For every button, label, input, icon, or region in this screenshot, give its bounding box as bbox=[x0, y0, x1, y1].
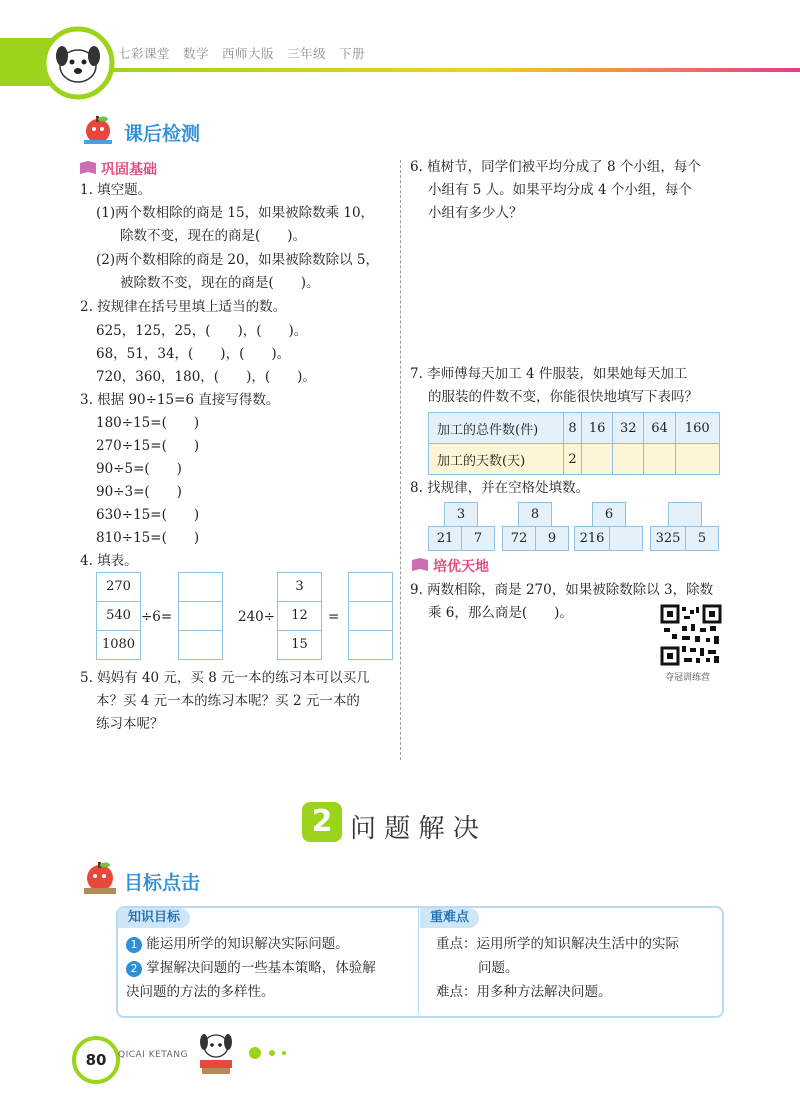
section-title-goals: 目标点击 bbox=[124, 872, 201, 894]
key-point-1: 重点：运用所学的知识解决生活中的实际 bbox=[436, 936, 679, 952]
mascot-logo bbox=[40, 26, 118, 100]
section-title-after-class: 课后检测 bbox=[124, 123, 201, 145]
q5-line2: 本？买 4 元一本的练习本呢？买 2 元一本的 bbox=[96, 693, 360, 709]
q2-row1: 625，125，25，( )，( )。 bbox=[96, 323, 308, 339]
answer-cell[interactable] bbox=[675, 444, 719, 475]
q3-item: 270÷15=( ) bbox=[96, 438, 200, 454]
q8-stem: 8. 找规律，并在空格处填数。 bbox=[410, 480, 590, 496]
pyramid-top-blank[interactable] bbox=[668, 502, 702, 527]
footer-brand: QICAI KETANG bbox=[118, 1050, 188, 1060]
q6-line2: 小组有 5 人。如果平均分成 4 个小组，每个 bbox=[428, 182, 692, 198]
qr-code-icon[interactable] bbox=[660, 604, 722, 666]
q1-a-line1: (1)两个数相除的商是 15，如果被除数乘 10， bbox=[96, 205, 375, 221]
table-cell: 64 bbox=[644, 413, 675, 444]
book-icon bbox=[410, 557, 430, 573]
pyramid-top: 8 bbox=[518, 502, 552, 527]
q4-cell: 12 bbox=[277, 602, 322, 631]
label-advanced: 培优天地 bbox=[433, 559, 489, 575]
book-icon bbox=[78, 160, 98, 176]
q7-table bbox=[428, 412, 720, 475]
tag-key-points: 重难点 bbox=[420, 908, 479, 928]
table-row bbox=[429, 444, 720, 475]
pyramid-top: 3 bbox=[444, 502, 478, 527]
q4-answer-cell[interactable] bbox=[178, 631, 223, 660]
q4-answer-cell[interactable] bbox=[348, 631, 393, 660]
q1-b-line2: 被除数不变，现在的商是( )。 bbox=[120, 275, 320, 291]
q2-row3: 720，360，180，( )，( )。 bbox=[96, 369, 316, 385]
key-point-1-cont: 问题。 bbox=[478, 960, 519, 976]
page-number: 80 bbox=[72, 1036, 120, 1084]
tag-knowledge-goals: 知识目标 bbox=[118, 908, 190, 928]
pyramid-left: 72 bbox=[502, 526, 536, 551]
q1-b-line1: (2)两个数相除的商是 20，如果被除数除以 5， bbox=[96, 252, 379, 268]
table-header-cell: 加工的天数(天) bbox=[429, 444, 564, 475]
table-cell: 32 bbox=[613, 413, 644, 444]
goal-text-cont: 决问题的方法的多样性。 bbox=[126, 984, 275, 1000]
pyramid-right-blank[interactable] bbox=[609, 526, 643, 551]
q1-stem: 1. 填空题。 bbox=[80, 182, 152, 198]
q4-cell: 270 bbox=[96, 572, 141, 602]
pyramid-top: 6 bbox=[592, 502, 626, 527]
q4-cell: 540 bbox=[96, 602, 141, 631]
q4-op-equals: = bbox=[328, 609, 340, 625]
q9-line2: 乘 6，那么商是( )。 bbox=[428, 605, 573, 621]
q4-cell: 1080 bbox=[96, 631, 141, 660]
q4-stem: 4. 填表。 bbox=[80, 553, 138, 569]
qr-caption: 夺冠训练营 bbox=[665, 673, 711, 683]
pyramid-left: 21 bbox=[428, 526, 462, 551]
q6-line1: 6. 植树节，同学们被平均分成了 8 个小组，每个 bbox=[410, 159, 701, 175]
answer-cell[interactable] bbox=[582, 444, 613, 475]
q4-cell: 15 bbox=[277, 631, 322, 660]
q3-stem: 3. 根据 90÷15=6 直接写得数。 bbox=[80, 392, 280, 408]
q2-row2: 68，51，34，( )，( )。 bbox=[96, 346, 291, 362]
book-title: 七彩课堂 数学 西师大版 三年级 下册 bbox=[118, 46, 366, 61]
key-point-2: 难点：用多种方法解决问题。 bbox=[436, 984, 612, 1000]
q3-item: 810÷15=( ) bbox=[96, 530, 200, 546]
q3-item: 630÷15=( ) bbox=[96, 507, 200, 523]
q4-op-240div: 240÷ bbox=[238, 609, 276, 625]
pyramid-right: 9 bbox=[535, 526, 569, 551]
goals-divider bbox=[418, 908, 419, 1014]
label-basics: 巩固基础 bbox=[101, 162, 157, 178]
q4-answer-cell[interactable] bbox=[348, 602, 393, 631]
apple-mascot-icon bbox=[80, 114, 116, 146]
decorative-dots bbox=[248, 1046, 292, 1060]
q3-item: 90÷5=( ) bbox=[96, 461, 182, 477]
q4-answer-column-1[interactable] bbox=[178, 572, 223, 660]
q3-item: 90÷3=( ) bbox=[96, 484, 182, 500]
unit-title: 问 题 解 决 bbox=[350, 814, 479, 844]
q5-line3: 练习本呢？ bbox=[96, 716, 164, 732]
goal-item bbox=[126, 934, 349, 954]
table-cell: 16 bbox=[582, 413, 613, 444]
q9-line1: 9. 两数相除，商是 270，如果被除数除以 3，除数 bbox=[410, 582, 714, 598]
apple-mascot-icon bbox=[80, 860, 120, 896]
table-cell: 160 bbox=[675, 413, 719, 444]
q7-line2: 的服装的件数不变，你能很快地填写下表吗？ bbox=[428, 389, 698, 405]
pyramid-right: 5 bbox=[685, 526, 719, 551]
goal-text: 能运用所学的知识解决实际问题。 bbox=[146, 936, 349, 952]
goal-text: 掌握解决问题的一些基本策略，体验解 bbox=[146, 960, 376, 976]
pyramid-right: 7 bbox=[461, 526, 495, 551]
q4-answer-cell[interactable] bbox=[178, 572, 223, 602]
q4-answer-cell[interactable] bbox=[178, 602, 223, 631]
q4-mid-column bbox=[277, 572, 322, 660]
q4-cell: 3 bbox=[277, 572, 322, 602]
q7-line1: 7. 李师傅每天加工 4 件服装，如果她每天加工 bbox=[410, 366, 688, 382]
table-row bbox=[429, 413, 720, 444]
answer-cell[interactable] bbox=[613, 444, 644, 475]
q3-item: 180÷15=( ) bbox=[96, 415, 200, 431]
table-cell: 2 bbox=[564, 444, 582, 475]
pyramid-left: 216 bbox=[574, 526, 610, 551]
column-divider bbox=[400, 160, 401, 760]
q6-line3: 小组有多少人？ bbox=[428, 205, 523, 221]
q2-stem: 2. 按规律在括号里填上适当的数。 bbox=[80, 299, 287, 315]
answer-cell[interactable] bbox=[644, 444, 675, 475]
pyramid-left: 325 bbox=[650, 526, 686, 551]
dog-mascot-icon bbox=[190, 1030, 246, 1078]
q4-answer-column-2[interactable] bbox=[348, 572, 393, 660]
unit-number-badge: 2 bbox=[302, 802, 342, 842]
q4-answer-cell[interactable] bbox=[348, 572, 393, 602]
q4-op-div6: ÷6= bbox=[141, 609, 173, 625]
q5-line1: 5. 妈妈有 40 元，买 8 元一本的练习本可以买几 bbox=[80, 670, 370, 686]
q1-a-line2: 除数不变，现在的商是( )。 bbox=[120, 228, 307, 244]
table-header-cell: 加工的总件数(件) bbox=[429, 413, 564, 444]
q4-left-column bbox=[96, 572, 141, 660]
goal-item bbox=[126, 958, 376, 978]
number-badge: 1 bbox=[126, 937, 142, 953]
number-badge: 2 bbox=[126, 961, 142, 977]
table-cell: 8 bbox=[564, 413, 582, 444]
